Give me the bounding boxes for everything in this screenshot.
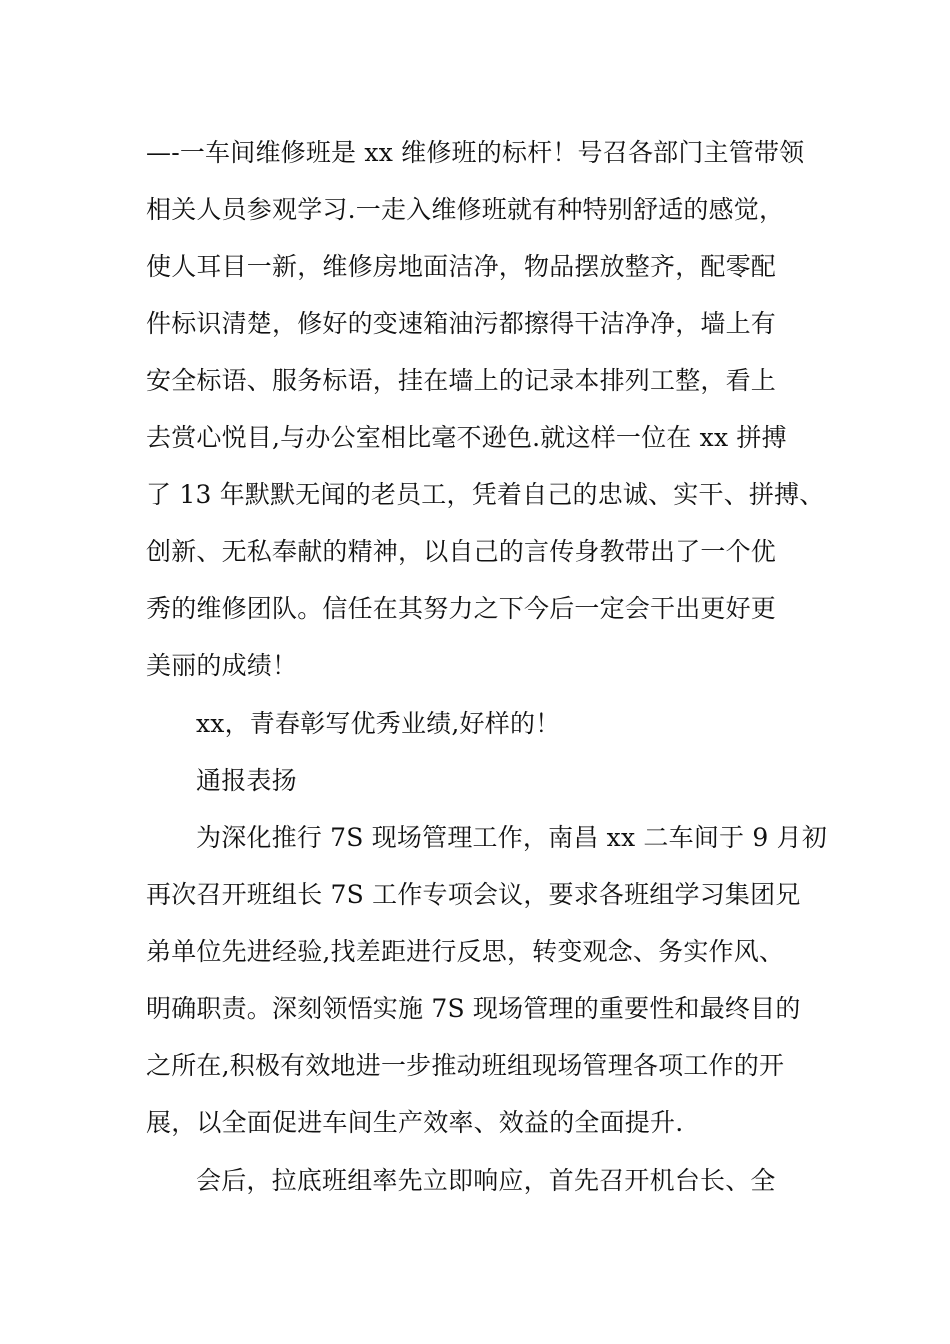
praise-line: xx，青春彰写优秀业绩,好样的！ xyxy=(196,709,561,738)
paragraph-line: 会后，拉底班组率先立即响应，首先召开机台长、全 xyxy=(196,1166,776,1195)
paragraph-line: 使人耳目一新，维修房地面洁净，物品摆放整齐，配零配 xyxy=(146,252,777,281)
paragraph-line: 了 13 年默默无闻的老员工，凭着自己的忠诚、实干、拼搏、 xyxy=(146,480,825,509)
paragraph-line: 明确职责。深刻领悟实施 7S 现场管理的重要性和最终目的 xyxy=(146,994,801,1023)
paragraph-line: 创新、无私奉献的精神，以自己的言传身教带出了一个优 xyxy=(146,537,777,566)
paragraph-line: 件标识清楚，修好的变速箱油污都擦得干洁净净，墙上有 xyxy=(146,309,777,338)
paragraph-line: 之所在,积极有效地进一步推动班组现场管理各项工作的开 xyxy=(146,1051,785,1080)
paragraph-line: 再次召开班组长 7S 工作专项会议，要求各班组学习集团兄 xyxy=(146,880,801,909)
paragraph-line: 安全标语、服务标语，挂在墙上的记录本排列工整，看上 xyxy=(146,366,777,395)
section-heading: 通报表扬 xyxy=(196,766,297,795)
paragraph-line: —-一车间维修班是 xx 维修班的标杆！号召各部门主管带领 xyxy=(146,138,805,167)
paragraph-line: 秀的维修团队。信任在其努力之下今后一定会干出更好更 xyxy=(146,594,777,623)
paragraph-line: 去赏心悦目,与办公室相比毫不逊色.就这样一位在 xx 拼搏 xyxy=(146,423,787,452)
paragraph-line: 弟单位先进经验,找差距进行反思，转变观念、务实作风、 xyxy=(146,937,785,966)
paragraph-line: 展，以全面促进车间生产效率、效益的全面提升. xyxy=(146,1108,684,1137)
paragraph-line: 相关人员参观学习.一走入维修班就有种特别舒适的感觉， xyxy=(146,195,785,224)
paragraph-line: 为深化推行 7S 现场管理工作，南昌 xx 二车间于 9 月初 xyxy=(196,823,828,852)
paragraph-line: 美丽的成绩！ xyxy=(146,651,298,680)
